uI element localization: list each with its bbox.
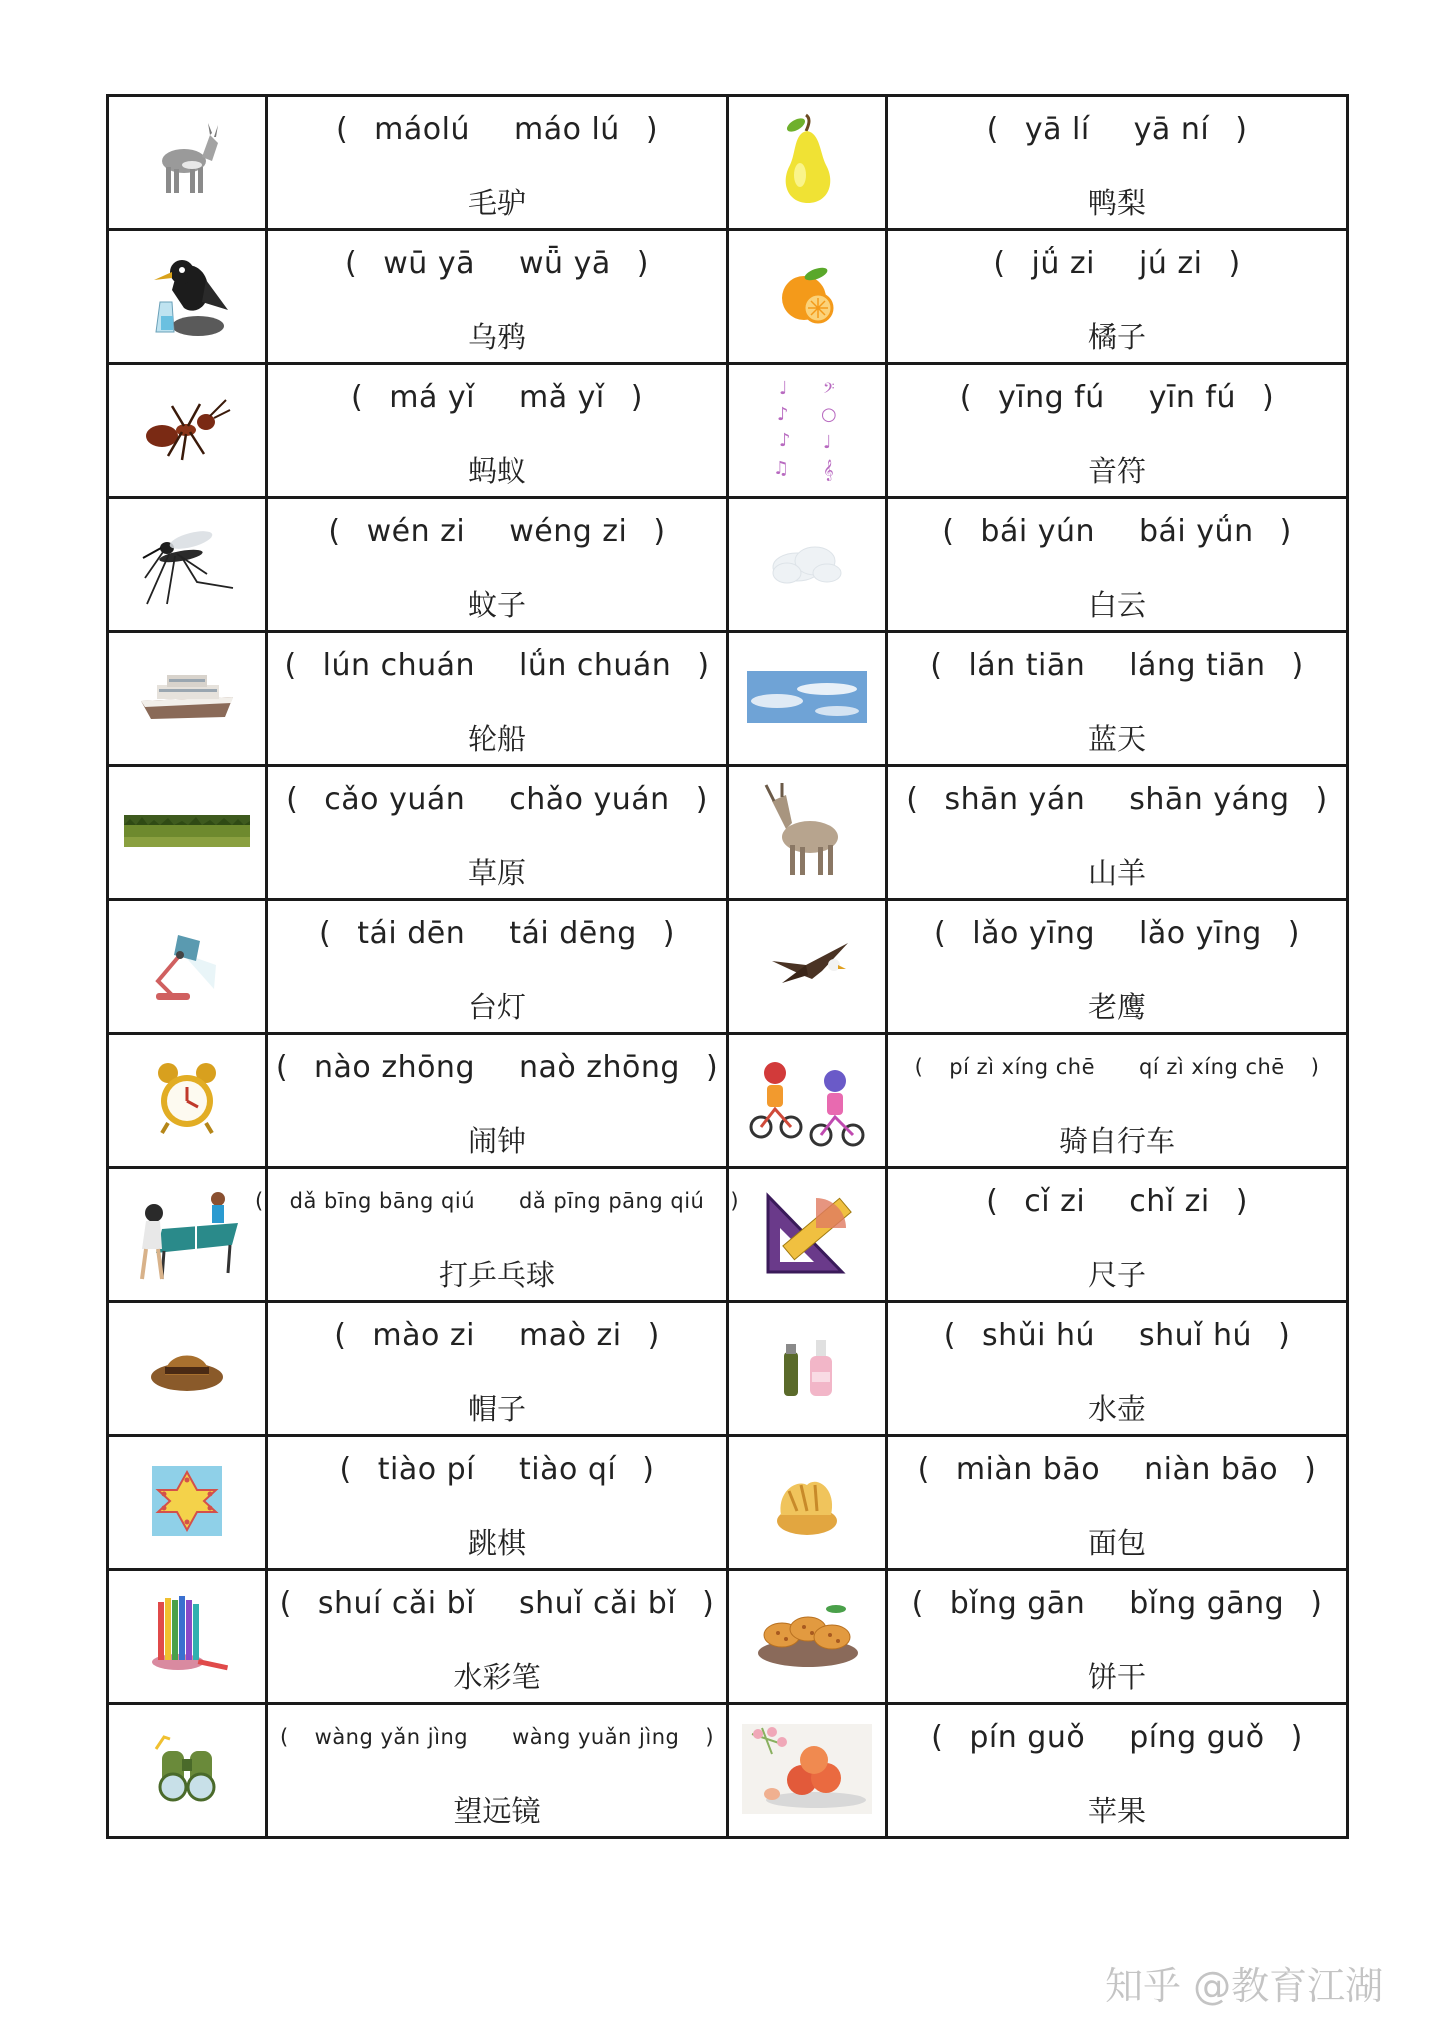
- right-pinyin-cell: [887, 1570, 1348, 1704]
- left-picture-cell: [108, 1704, 267, 1838]
- chinese-word: 橘子: [1087, 320, 1146, 354]
- worksheet-row: [108, 364, 1348, 498]
- open-paren: (: [959, 379, 972, 415]
- open-paren: (: [942, 513, 955, 549]
- pinyin-option-b[interactable]: chǎo yuán: [509, 781, 670, 817]
- pinyin-options: [268, 1451, 726, 1487]
- bread-icon: [767, 1461, 847, 1541]
- mosquito-icon: [137, 518, 237, 608]
- right-picture-cell: [728, 230, 887, 364]
- right-picture-cell: [728, 766, 887, 900]
- right-pinyin-cell: [887, 96, 1348, 230]
- left-pinyin-cell: [267, 1034, 728, 1168]
- pinyin-options: [254, 1183, 740, 1219]
- right-picture-cell: [728, 364, 887, 498]
- pinyin-option-b[interactable]: wàng yuǎn jìng: [512, 1725, 680, 1749]
- chinese-word: 水彩笔: [453, 1660, 541, 1694]
- worksheet-row: [108, 1034, 1348, 1168]
- chinese-checkers-icon: [152, 1466, 222, 1536]
- worksheet-row: [108, 1704, 1348, 1838]
- pinyin-options: [888, 379, 1346, 415]
- close-paren: ): [1279, 513, 1292, 549]
- open-paren: (: [286, 781, 299, 817]
- cloud-icon: [757, 533, 857, 593]
- close-paren: ): [695, 781, 708, 817]
- alarm-clock-icon: [152, 1059, 222, 1139]
- right-pinyin-cell: [887, 1704, 1348, 1838]
- pinyin-options: [268, 1049, 726, 1085]
- pinyin-option-a[interactable]: má yǐ: [389, 379, 475, 415]
- orange-icon: [772, 260, 842, 330]
- close-paren: ): [1278, 1317, 1291, 1353]
- biscuits-icon: [752, 1595, 862, 1675]
- pinyin-option-b[interactable]: shuǐ hú: [1139, 1317, 1253, 1353]
- close-paren: ): [1287, 915, 1300, 951]
- open-paren: (: [328, 513, 341, 549]
- pinyin-option-b[interactable]: maò zi: [519, 1317, 622, 1353]
- pinyin-option-b[interactable]: yīn fú: [1148, 379, 1236, 415]
- right-pinyin-cell: [887, 498, 1348, 632]
- close-paren: ): [645, 111, 659, 147]
- left-picture-cell: [108, 96, 267, 230]
- right-picture-cell: [728, 1302, 887, 1436]
- right-pinyin-cell: [887, 1302, 1348, 1436]
- binoculars-icon: [142, 1729, 232, 1809]
- pinyin-option-a[interactable]: lǎo yīng: [972, 915, 1095, 951]
- pinyin-option-a[interactable]: miàn bāo: [955, 1451, 1101, 1487]
- close-paren: ): [1290, 1719, 1303, 1755]
- left-pinyin-cell: [267, 900, 728, 1034]
- pinyin-option-b[interactable]: shuǐ cǎi bǐ: [519, 1585, 677, 1621]
- pinyin-option-b[interactable]: bái yǘn: [1139, 513, 1254, 549]
- left-picture-cell: [108, 1168, 267, 1302]
- left-picture-cell: [108, 766, 267, 900]
- worksheet-row: [108, 632, 1348, 766]
- chinese-word: 草原: [467, 856, 526, 890]
- pinyin-option-b[interactable]: lǎo yīng: [1139, 915, 1262, 951]
- pear-icon: [772, 113, 842, 208]
- open-paren: (: [339, 1451, 352, 1487]
- close-paren: ): [1310, 1585, 1323, 1621]
- left-pinyin-cell: [267, 1704, 728, 1838]
- worksheet-row: [108, 1168, 1348, 1302]
- chinese-word: 闹钟: [467, 1124, 526, 1158]
- chinese-word: 老鹰: [1087, 990, 1146, 1024]
- pinyin-option-a[interactable]: shān yán: [944, 781, 1086, 817]
- pinyin-option-b[interactable]: jú zi: [1139, 245, 1203, 281]
- ant-icon: [142, 394, 232, 464]
- close-paren: ): [630, 379, 643, 415]
- close-paren: ): [636, 245, 649, 281]
- left-picture-cell: [108, 364, 267, 498]
- open-paren: (: [335, 111, 349, 147]
- left-pinyin-cell: [267, 230, 728, 364]
- open-paren: (: [279, 1725, 289, 1749]
- chinese-word: 白云: [1087, 588, 1146, 622]
- open-paren: (: [993, 245, 1006, 281]
- chinese-word: 台灯: [467, 990, 526, 1024]
- left-pinyin-cell: [267, 1436, 728, 1570]
- pinyin-options: [268, 1719, 726, 1755]
- right-pinyin-cell: [887, 766, 1348, 900]
- pinyin-options: [888, 1183, 1346, 1219]
- chinese-word: 打乒乓球: [438, 1258, 555, 1292]
- right-pinyin-cell: [887, 1168, 1348, 1302]
- right-picture-cell: [728, 1034, 887, 1168]
- worksheet-row: [108, 96, 1348, 230]
- svg-text:♪: ♪: [777, 403, 789, 425]
- pinyin-option-a[interactable]: wén zi: [366, 513, 466, 549]
- ping-pong-icon: [132, 1183, 242, 1283]
- pinyin-options: [888, 915, 1346, 951]
- chinese-word: 蚂蚁: [467, 454, 526, 488]
- worksheet-row: [108, 766, 1348, 900]
- left-pinyin-cell: [267, 1302, 728, 1436]
- right-pinyin-cell: [887, 900, 1348, 1034]
- left-pinyin-cell: [267, 96, 728, 230]
- open-paren: (: [934, 915, 947, 951]
- open-paren: (: [284, 647, 297, 683]
- eagle-icon: [762, 935, 852, 995]
- chinese-word: 骑自行车: [1058, 1124, 1175, 1158]
- apples-icon: [742, 1724, 872, 1814]
- right-picture-cell: [728, 1436, 887, 1570]
- right-picture-cell: [728, 900, 887, 1034]
- pinyin-option-a[interactable]: yā lí: [1024, 111, 1090, 147]
- pinyin-option-a[interactable]: dǎ bīng bāng qiú: [289, 1189, 475, 1213]
- chinese-word: 鸭梨: [1087, 186, 1146, 220]
- pinyin-options: [268, 245, 726, 281]
- pinyin-options: [888, 1585, 1346, 1621]
- worksheet-row: [108, 230, 1348, 364]
- chinese-word: 山羊: [1087, 856, 1146, 890]
- right-picture-cell: [728, 498, 887, 632]
- pinyin-option-a[interactable]: jǘ zi: [1031, 245, 1095, 281]
- worksheet-row: [108, 1570, 1348, 1704]
- pinyin-option-a[interactable]: shuí cǎi bǐ: [317, 1585, 475, 1621]
- worksheet-row: [108, 900, 1348, 1034]
- pinyin-option-b[interactable]: naò zhōng: [519, 1049, 680, 1085]
- chinese-word: 苹果: [1087, 1794, 1146, 1828]
- left-picture-cell: [108, 1302, 267, 1436]
- right-pinyin-cell: [887, 632, 1348, 766]
- close-paren: ): [1261, 379, 1275, 415]
- pinyin-options: [888, 513, 1346, 549]
- chinese-word: 尺子: [1087, 1258, 1146, 1292]
- open-paren: (: [345, 245, 358, 281]
- pinyin-option-a[interactable]: tiào pí: [377, 1451, 475, 1487]
- pinyin-option-a[interactable]: lún chuán: [322, 647, 475, 683]
- pinyin-option-b[interactable]: lǘn chuán: [519, 647, 672, 683]
- water-bottle-icon: [772, 1332, 842, 1402]
- pinyin-options: [268, 1317, 726, 1353]
- desk-lamp-icon: [142, 925, 232, 1005]
- left-picture-cell: [108, 498, 267, 632]
- ruler-set-icon: [762, 1188, 852, 1278]
- pinyin-option-b[interactable]: chǐ zi: [1129, 1183, 1210, 1219]
- close-paren: ): [653, 513, 666, 549]
- worksheet-body: [108, 96, 1348, 1838]
- svg-text:♩: ♩: [779, 377, 788, 399]
- pinyin-options: [888, 781, 1346, 817]
- open-paren: (: [943, 1317, 956, 1353]
- close-paren: ): [705, 1725, 715, 1749]
- pinyin-options: [268, 915, 726, 951]
- music-notes-icon: [767, 374, 847, 484]
- open-paren: (: [930, 647, 943, 683]
- pinyin-option-a[interactable]: tái dēn: [357, 915, 466, 951]
- svg-text:♫: ♫: [773, 457, 790, 479]
- chinese-word: 轮船: [467, 722, 526, 756]
- right-picture-cell: [728, 96, 887, 230]
- pinyin-option-a[interactable]: cǎo yuán: [324, 781, 466, 817]
- open-paren: (: [906, 781, 919, 817]
- pinyin-option-a[interactable]: pí zì xíng chē: [949, 1055, 1095, 1079]
- close-paren: ): [662, 915, 676, 951]
- open-paren: (: [914, 1055, 924, 1079]
- pinyin-option-a[interactable]: shǔi hú: [981, 1317, 1095, 1353]
- open-paren: (: [911, 1585, 924, 1621]
- close-paren: ): [1310, 1055, 1320, 1079]
- pinyin-option-b[interactable]: tiào qí: [519, 1451, 617, 1487]
- right-picture-cell: [728, 632, 887, 766]
- left-picture-cell: [108, 1034, 267, 1168]
- chinese-word: 乌鸦: [467, 320, 526, 354]
- hat-icon: [147, 1337, 227, 1397]
- open-paren: (: [254, 1189, 264, 1213]
- close-paren: ): [1304, 1451, 1317, 1487]
- pinyin-option-b[interactable]: qí zì xíng chē: [1139, 1055, 1285, 1079]
- chinese-word: 蓝天: [1087, 722, 1146, 756]
- chinese-word: 音符: [1087, 454, 1146, 488]
- pinyin-options: [268, 1585, 726, 1621]
- right-picture-cell: [728, 1704, 887, 1838]
- pinyin-option-b[interactable]: tái dēng: [509, 915, 637, 951]
- pinyin-option-a[interactable]: pín guǒ: [969, 1719, 1086, 1755]
- chinese-word: 饼干: [1087, 1660, 1146, 1694]
- pinyin-options: [268, 111, 726, 147]
- pinyin-options: [268, 513, 726, 549]
- chinese-word: 面包: [1087, 1526, 1146, 1560]
- pinyin-option-a[interactable]: nào zhōng: [314, 1049, 475, 1085]
- pinyin-options: [888, 111, 1346, 147]
- pinyin-option-a[interactable]: cǐ zi: [1024, 1183, 1086, 1219]
- left-pinyin-cell: [267, 766, 728, 900]
- pinyin-options: [888, 1451, 1346, 1487]
- open-paren: (: [986, 1183, 999, 1219]
- close-paren: ): [1235, 111, 1248, 147]
- left-pinyin-cell: [267, 498, 728, 632]
- pinyin-options: [888, 1719, 1346, 1755]
- pinyin-option-a[interactable]: máolú: [374, 111, 470, 147]
- left-pinyin-cell: [267, 1570, 728, 1704]
- pinyin-option-a[interactable]: lán tiān: [968, 647, 1086, 683]
- svg-text:𝄞: 𝄞: [823, 459, 834, 481]
- pinyin-option-a[interactable]: mào zi: [372, 1317, 475, 1353]
- open-paren: (: [279, 1585, 292, 1621]
- close-paren: ): [730, 1189, 740, 1213]
- right-picture-cell: [728, 1168, 887, 1302]
- pinyin-option-a[interactable]: wàng yǎn jìng: [314, 1725, 469, 1749]
- worksheet-row: [108, 1436, 1348, 1570]
- left-picture-cell: [108, 1436, 267, 1570]
- svg-text:♩: ♩: [823, 431, 832, 453]
- open-paren: (: [275, 1049, 289, 1085]
- left-picture-cell: [108, 1570, 267, 1704]
- right-pinyin-cell: [887, 230, 1348, 364]
- close-paren: ): [1315, 781, 1328, 817]
- close-paren: ): [705, 1049, 719, 1085]
- pinyin-option-b[interactable]: dǎ pīng pāng qiú: [519, 1189, 705, 1213]
- pinyin-option-b[interactable]: máo lú: [513, 111, 620, 147]
- chinese-word: 蚊子: [467, 588, 526, 622]
- chinese-word: 跳棋: [467, 1526, 526, 1560]
- pinyin-option-b[interactable]: wéng zi: [509, 513, 628, 549]
- worksheet-row: [108, 1302, 1348, 1436]
- open-paren: (: [917, 1451, 930, 1487]
- right-pinyin-cell: [887, 1034, 1348, 1168]
- crow-icon: [142, 250, 232, 340]
- close-paren: ): [647, 1317, 660, 1353]
- pinyin-options: [888, 1049, 1346, 1085]
- close-paren: ): [702, 1585, 715, 1621]
- right-pinyin-cell: [887, 1436, 1348, 1570]
- pinyin-option-b[interactable]: niàn bāo: [1144, 1451, 1279, 1487]
- close-paren: ): [1228, 245, 1241, 281]
- pinyin-option-b[interactable]: shān yáng: [1129, 781, 1290, 817]
- left-picture-cell: [108, 632, 267, 766]
- crayons-icon: [142, 1590, 232, 1680]
- left-pinyin-cell: [267, 364, 728, 498]
- watermark: 知乎 @教育江湖: [1105, 1964, 1384, 2008]
- left-pinyin-cell: [254, 1168, 740, 1302]
- pinyin-option-a[interactable]: wū yā: [383, 245, 475, 281]
- ship-icon: [137, 667, 237, 727]
- svg-text:𝄢: 𝄢: [823, 379, 835, 401]
- pinyin-options: [888, 1317, 1346, 1353]
- pinyin-option-a[interactable]: bǐng gān: [949, 1585, 1086, 1621]
- left-picture-cell: [108, 230, 267, 364]
- close-paren: ): [1291, 647, 1304, 683]
- right-picture-cell: [728, 1570, 887, 1704]
- pinyin-options: [888, 245, 1346, 281]
- pinyin-options: [268, 647, 726, 683]
- close-paren: ): [697, 647, 710, 683]
- grassland-icon: [124, 815, 250, 847]
- left-picture-cell: [108, 900, 267, 1034]
- open-paren: (: [986, 111, 999, 147]
- pinyin-option-b[interactable]: yā ní: [1133, 111, 1210, 147]
- open-paren: (: [931, 1719, 944, 1755]
- open-paren: (: [318, 915, 332, 951]
- chinese-word: 望远镜: [453, 1794, 541, 1828]
- pinyin-worksheet-table: [106, 94, 1349, 1839]
- chinese-word: 水壶: [1087, 1392, 1146, 1426]
- open-paren: (: [351, 379, 364, 415]
- pinyin-option-b[interactable]: bǐng gāng: [1129, 1585, 1285, 1621]
- kids-cycling-icon: [747, 1049, 867, 1149]
- donkey-icon: [152, 121, 222, 201]
- pinyin-option-b[interactable]: láng tiān: [1129, 647, 1266, 683]
- open-paren: (: [334, 1317, 347, 1353]
- right-pinyin-cell: [887, 364, 1348, 498]
- pinyin-options: [268, 379, 726, 415]
- pinyin-option-b[interactable]: wǖ yā: [519, 245, 611, 281]
- close-paren: ): [1235, 1183, 1248, 1219]
- pinyin-option-a[interactable]: yīng fú: [998, 379, 1105, 415]
- pinyin-option-b[interactable]: píng guǒ: [1129, 1719, 1265, 1755]
- goat-icon: [762, 781, 852, 881]
- close-paren: ): [642, 1451, 655, 1487]
- chinese-word: 帽子: [467, 1392, 526, 1426]
- blue-sky-icon: [747, 671, 867, 723]
- left-pinyin-cell: [267, 632, 728, 766]
- pinyin-options: [268, 781, 726, 817]
- pinyin-option-b[interactable]: mǎ yǐ: [519, 379, 605, 415]
- svg-text:♪: ♪: [779, 429, 791, 451]
- chinese-word: 毛驴: [467, 186, 526, 220]
- pinyin-options: [888, 647, 1346, 683]
- pinyin-option-a[interactable]: bái yún: [980, 513, 1095, 549]
- svg-text:○: ○: [821, 403, 837, 425]
- worksheet-row: [108, 498, 1348, 632]
